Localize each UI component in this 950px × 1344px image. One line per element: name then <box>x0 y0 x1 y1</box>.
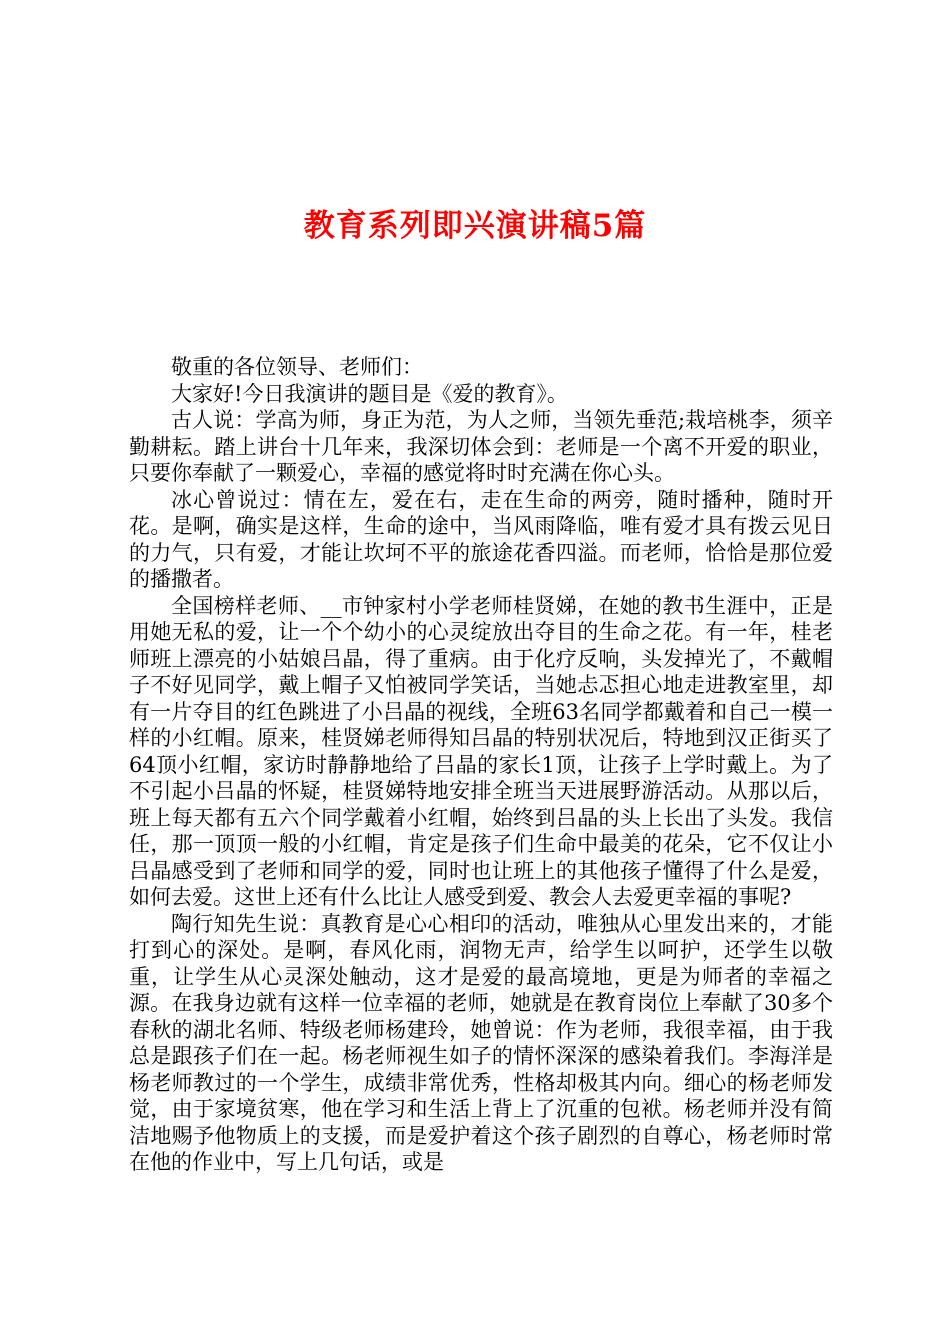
paragraph: 陶行知先生说：真教育是心心相印的活动，唯独从心里发出来的，才能打到心的深处。是啊，春风化雨，润物无声，给学生以呵护，还学生以敬重，让学生从心灵深处触动，这才是爱的最高境地，更是为师者的幸福之源。在我身边就有这样一位幸福的老师，她就是在教育岗位上奉献了30多个春秋的湖北名师、特级老师杨建玲，她曾说：作为老师，我很幸福，由于我总是跟孩子们在一起。杨老师视生如子的情怀深深的感染着我们。李海洋是杨老师教过的一个学生，成绩非常优秀，性格却极其内向。细心的杨老师发觉，由于家境贫寒，他在学习和生活上背上了沉重的包袱。杨老师并没有简洁地赐予他物质上的支援，而是爱护着这个孩子剧烈的自尊心，杨老师时常在他的作业中，写上几句话，或是 <box>129 911 833 1174</box>
paragraph: 古人说：学高为师，身正为范，为人之师，当领先垂范;栽培桃李，须辛勤耕耘。踏上讲台十几年来，我深切体会到：老师是一个离不开爱的职业，只要你奉献了一颗爱心，幸福的感觉将时时充满在你心头。 <box>129 408 833 485</box>
paragraph: 冰心曾说过：情在左，爱在右，走在生命的两旁，随时播种，随时开花。是啊，确实是这样，生命的途中，当风雨降临，唯有爱才具有拨云见日的力气，只有爱，才能让坎坷不平的旅途花香四溢。而老师，恰恰是那位爱的播撒者。 <box>129 487 833 591</box>
paragraph: 全国榜样老师、__市钟家村小学老师桂贤娣，在她的教书生涯中，正是用她无私的爱，让一个个幼小的心灵绽放出夺目的生命之花。有一年，桂老师班上漂亮的小姑娘吕晶，得了重病。由于化疗反响，头发掉光了，不戴帽子不好见同学，戴上帽子又怕被同学笑话，当她忐忑担心地走进教室里，却有一片夺目的红色跳进了小吕晶的视线，全班63名同学都戴着和自己一模一样的小红帽。原来，桂贤娣老师得知吕晶的特别状况后，特地到汉正街买了64顶小红帽，家访时静静地给了吕晶的家长1顶，让孩子上学时戴上。为了不引起小吕晶的怀疑，桂贤娣特地安排全班当天进展野游活动。从那以后，班上每天都有五六个同学戴着小红帽，始终到吕晶的头上长出了头发。我信任，那一顶顶一般的小红帽，肯定是孩子们生命中最美的花朵，它不仅让小吕晶感受到了老师和同学的爱，同时也让班上的其他孩子懂得了什么是爱，如何去爱。这世上还有什么比让人感受到爱、教会人去爱更幸福的事呢? <box>129 593 833 909</box>
document-body <box>129 354 833 1176</box>
salutation: 敬重的各位领导、老师们： <box>171 355 423 379</box>
document-title: 教育系列即兴演讲稿5篇 <box>303 208 647 244</box>
greeting: 大家好!今日我演讲的题目是《爱的教育》。 <box>171 381 568 406</box>
